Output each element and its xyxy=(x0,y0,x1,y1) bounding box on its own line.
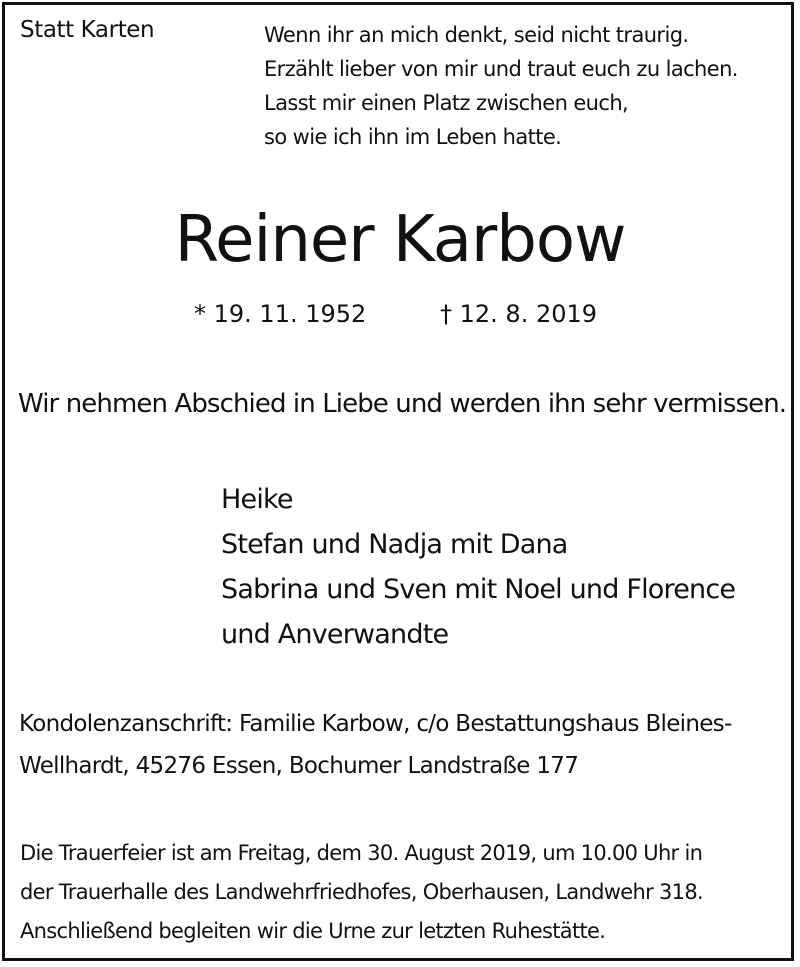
poem-line: Wenn ihr an mich denkt, seid nicht traurig. xyxy=(264,23,689,47)
address-line: Kondolenzanschrift: Familie Karbow, c/o Bestattungshaus Bleines- xyxy=(19,711,732,737)
ceremony-info xyxy=(20,834,703,951)
family-list xyxy=(221,477,735,657)
poem xyxy=(264,18,738,154)
farewell-text: Wir nehmen Abschied in Liebe und werden ihn sehr vermissen. xyxy=(18,389,787,419)
family-member: Sabrina und Sven mit Noel und Florence xyxy=(221,574,736,605)
deceased-name: Reiner Karbow xyxy=(174,203,626,277)
birth-date: * 19. 11. 1952 xyxy=(194,300,367,328)
poem-line: Lasst mir einen Platz zwischen euch, xyxy=(264,91,629,115)
statt-karten-label: Statt Karten xyxy=(20,17,155,43)
ceremony-line: Anschließend begleiten wir die Urne zur letzten Ruhestätte. xyxy=(20,919,606,943)
family-member: Heike xyxy=(221,484,293,515)
ceremony-line: der Trauerhalle des Landwehrfriedhofes, Oberhausen, Landwehr 318. xyxy=(20,880,703,904)
family-member: Stefan und Nadja mit Dana xyxy=(221,529,568,560)
death-date: † 12. 8. 2019 xyxy=(440,300,598,328)
address-line: Wellhardt, 45276 Essen, Bochumer Landstraße 177 xyxy=(19,753,579,779)
poem-line: Erzählt lieber von mir und traut euch zu lachen. xyxy=(264,57,738,81)
poem-line: so wie ich ihn im Leben hatte. xyxy=(264,125,562,149)
ceremony-line: Die Trauerfeier ist am Freitag, dem 30. August 2019, um 10.00 Uhr in xyxy=(20,841,703,865)
family-member: und Anverwandte xyxy=(221,619,449,650)
condolence-address xyxy=(19,703,732,787)
